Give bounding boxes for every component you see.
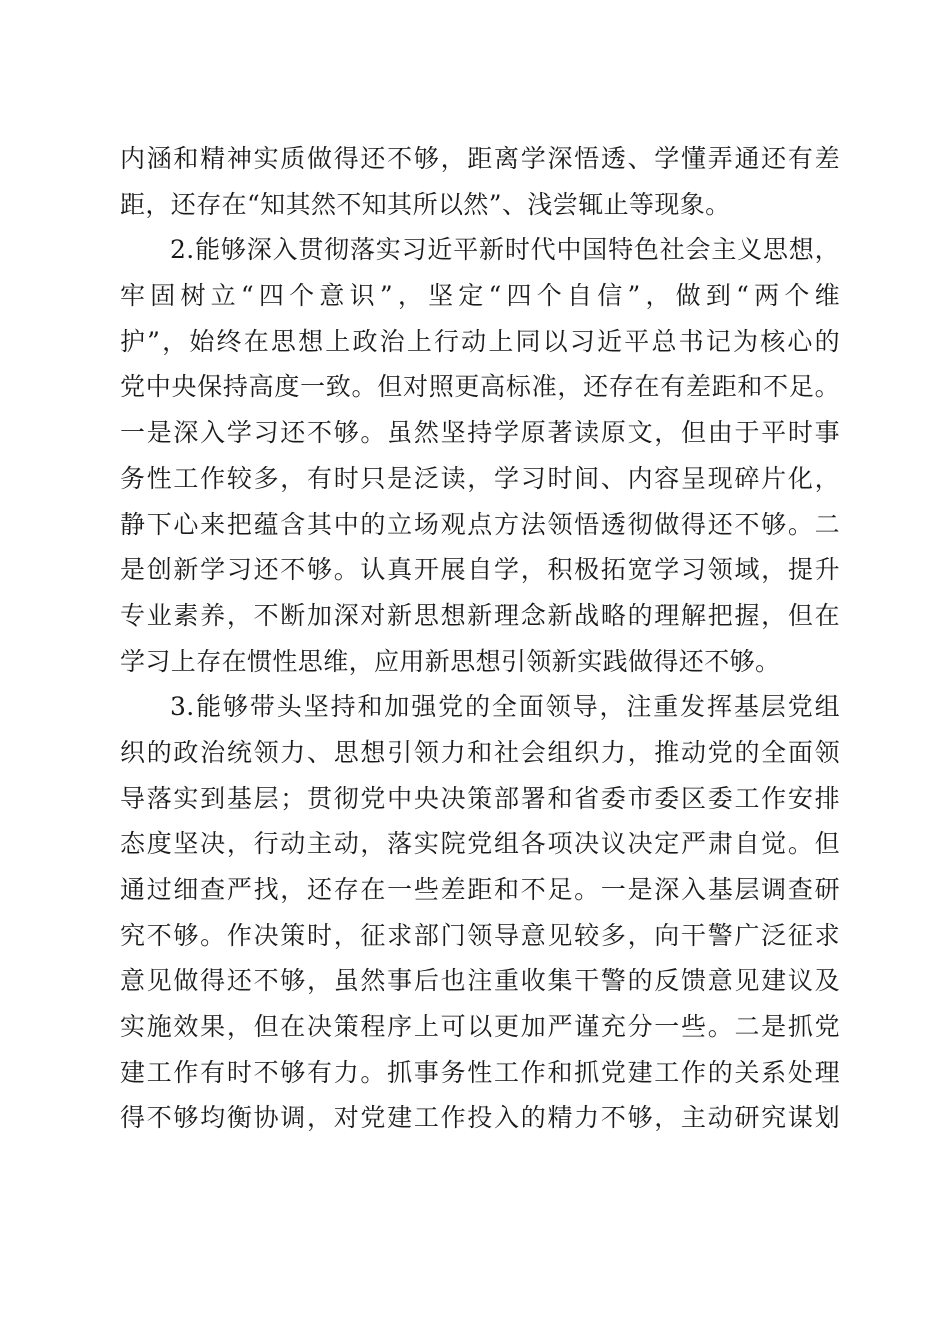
text-line: 织的政治统领力、思想引领力和社会组织力，推动党的全面领 [120, 737, 840, 767]
text-line: 一是深入学习还不够。虽然坚持学原著读原文，但由于平时事 [120, 418, 840, 448]
text-line: 内涵和精神实质做得还不够，距离学深悟透、学懂弄通还有差 [120, 144, 840, 173]
text-line: 态度坚决，行动主动，落实院党组各项决议决定严肃自觉。但 [120, 829, 840, 859]
text-line: 是创新学习还不够。认真开展自学，积极拓宽学习领域，提升 [120, 555, 840, 585]
text-line: 党中央保持高度一致。但对照更高标准，还存在有差距和不足。 [120, 372, 840, 402]
text-line: 建工作有时不够有力。抓事务性工作和抓党建工作的关系处理 [120, 1057, 840, 1087]
text-line: 距，还存在“知其然不知其所以然”、浅尝辄止等现象。 [120, 189, 731, 219]
text-line: 通过细查严找，还存在一些差距和不足。一是深入基层调查研 [120, 875, 840, 904]
text-line: 导落实到基层；贯彻党中央决策部署和省委市委区委工作安排 [120, 783, 840, 813]
text-line: 护”，始终在思想上政治上行动上同以习近平总书记为核心的 [120, 326, 840, 356]
text-line: 意见做得还不够，虽然事后也注重收集干警的反馈意见建议及 [120, 966, 840, 996]
text-line: 2.能够深入贯彻落实习近平新时代中国特色社会主义思想， [170, 235, 840, 265]
text-line: 3.能够带头坚持和加强党的全面领导，注重发挥基层党组 [170, 692, 840, 722]
text-line: 牢固树立“四个意识”，坚定“四个自信”，做到“两个维 [120, 281, 840, 311]
text-line: 得不够均衡协调，对党建工作投入的精力不够，主动研究谋划 [120, 1103, 840, 1133]
text-line: 学习上存在惯性思维，应用新思想引领新实践做得还不够。 [120, 646, 781, 676]
text-line: 究不够。作决策时，征求部门领导意见较多，向干警广泛征求 [120, 920, 840, 950]
text-line: 务性工作较多，有时只是泛读，学习时间、内容呈现碎片化， [120, 463, 840, 493]
body-text [120, 136, 840, 1141]
text-line: 专业素养，不断加深对新思想新理念新战略的理解把握，但在 [120, 600, 840, 630]
text-line: 静下心来把蕴含其中的立场观点方法领悟透彻做得还不够。二 [120, 509, 840, 539]
text-line: 实施效果，但在决策程序上可以更加严谨充分一些。二是抓党 [120, 1012, 840, 1042]
